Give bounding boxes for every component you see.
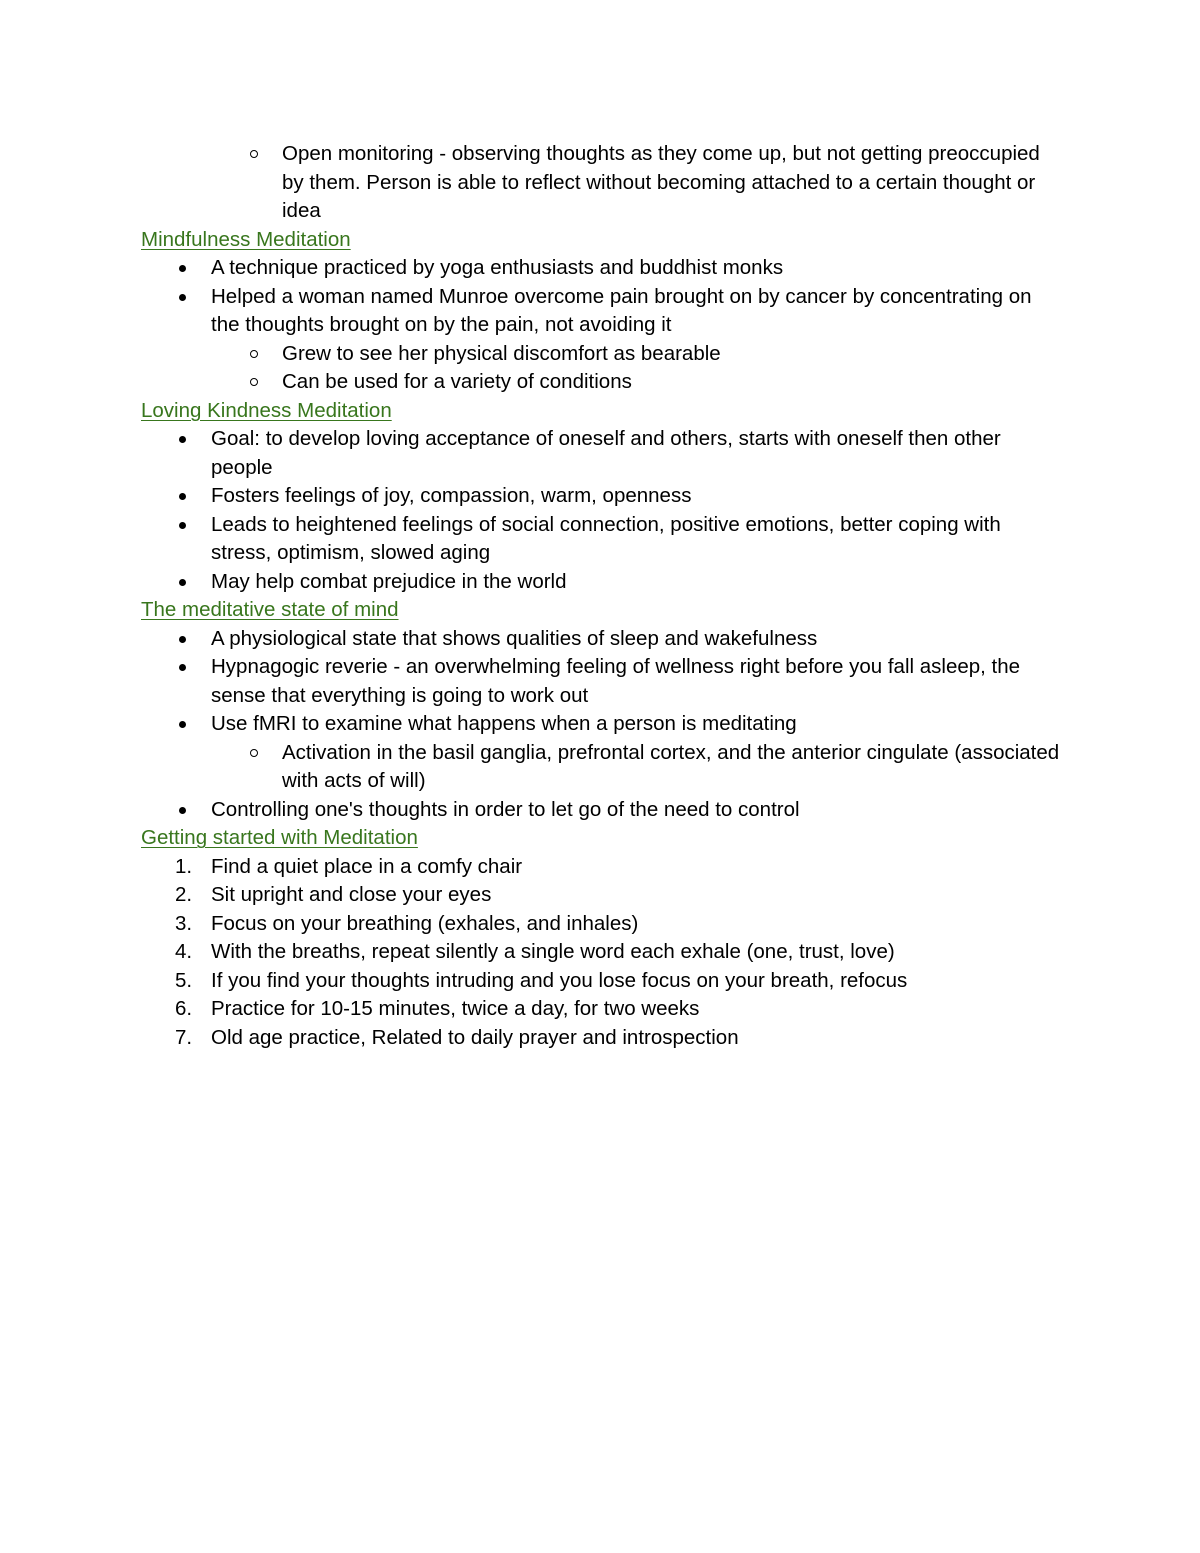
list-item: [141, 796, 1061, 825]
numbered-item: [141, 910, 1061, 939]
item-number: 3.: [175, 911, 193, 935]
section-heading-mindfulness: Mindfulness Meditation: [141, 227, 351, 251]
hollow-bullet-icon: [248, 340, 268, 369]
list-item-text: Activation in the basil ganglia, prefrontal cortex, and the anterior cingulate (associated with acts of will): [282, 740, 1060, 792]
item-number: 7.: [175, 1025, 193, 1049]
item-number: 1.: [175, 854, 193, 878]
list-item-text: May help combat prejudice in the world: [211, 569, 567, 593]
bullet-icon: [177, 511, 197, 540]
numbered-item-text: With the breaths, repeat silently a single word each exhale (one, trust, love): [211, 940, 895, 963]
numbered-item-text: Old age practice, Related to daily prayer and introspection: [211, 1025, 739, 1049]
numbered-item: [141, 853, 1061, 882]
document-body: [141, 140, 1061, 1052]
list-item: [141, 568, 1061, 597]
item-number: 2.: [175, 883, 193, 906]
bullet-icon: [177, 283, 197, 312]
hollow-bullet-icon: [248, 140, 268, 169]
list-item: [141, 511, 1061, 568]
section-heading-meditative-state: The meditative state of mind: [141, 598, 399, 621]
bullet-icon: [177, 254, 197, 283]
list-item-text: Open monitoring - observing thoughts as they come up, but not getting preoccupied by them. Person is able to reflect without becoming attached to a certain thought or idea: [282, 142, 1040, 222]
list-item-text: A technique practiced by yoga enthusiasts and buddhist monks: [211, 256, 784, 279]
bullet-icon: [177, 625, 197, 654]
list-item: [141, 653, 1061, 710]
list-item: [141, 340, 1061, 369]
list-item-text: Grew to see her physical discomfort as bearable: [282, 341, 721, 365]
list-item-text: Hypnagogic reverie - an overwhelming feeling of wellness right before you fall asleep, the sense that everything is going to work out: [211, 655, 1021, 707]
list-item-text: Controlling one's thoughts in order to let go of the need to control: [211, 797, 800, 821]
numbered-item-text: If you find your thoughts intruding and you lose focus on your breath, refocus: [211, 968, 908, 992]
section-heading-getting-started: Getting started with Meditation: [141, 826, 418, 849]
numbered-item-text: Practice for 10-15 minutes, twice a day, for two weeks: [211, 997, 700, 1020]
bullet-icon: [177, 568, 197, 597]
list-item: [141, 710, 1061, 739]
numbered-item: [141, 938, 1061, 967]
numbered-item: [141, 995, 1061, 1024]
list-item-text: A physiological state that shows qualities of sleep and wakefulness: [211, 626, 818, 650]
list-item-text: Goal: to develop loving acceptance of oneself and others, starts with oneself then other people: [211, 427, 1001, 479]
bullet-icon: [177, 425, 197, 454]
list-item-text: Helped a woman named Munroe overcome pain brought on by cancer by concentrating on the thoughts brought on by the pain, not avoiding it: [211, 284, 1032, 336]
list-item: [141, 625, 1061, 654]
list-item: [141, 283, 1061, 340]
list-item-text: Can be used for a variety of conditions: [282, 370, 632, 393]
item-number: 5.: [175, 968, 193, 992]
list-item: [141, 482, 1061, 511]
list-item: [141, 368, 1061, 397]
list-item-text: Leads to heightened feelings of social connection, positive emotions, better coping with stress, optimism, slowed aging: [211, 512, 1001, 564]
bullet-icon: [177, 796, 197, 825]
list-item: [141, 140, 1061, 226]
bullet-icon: [177, 710, 197, 739]
numbered-item: [141, 1024, 1061, 1053]
numbered-item: [141, 881, 1061, 910]
item-number: 6.: [175, 997, 193, 1020]
list-item-text: Use fMRI to examine what happens when a person is meditating: [211, 712, 797, 735]
list-item: [141, 739, 1061, 796]
section-heading-loving-kindness: Loving Kindness Meditation: [141, 398, 392, 422]
numbered-item: [141, 967, 1061, 996]
list-item-text: Fosters feelings of joy, compassion, warm, openness: [211, 484, 692, 507]
hollow-bullet-icon: [248, 368, 268, 397]
bullet-icon: [177, 653, 197, 682]
numbered-item-text: Sit upright and close your eyes: [211, 883, 492, 906]
item-number: 4.: [175, 940, 193, 963]
list-item: [141, 254, 1061, 283]
numbered-item-text: Focus on your breathing (exhales, and inhales): [211, 911, 639, 935]
list-item: [141, 425, 1061, 482]
bullet-icon: [177, 482, 197, 511]
hollow-bullet-icon: [248, 739, 268, 768]
numbered-item-text: Find a quiet place in a comfy chair: [211, 854, 523, 878]
